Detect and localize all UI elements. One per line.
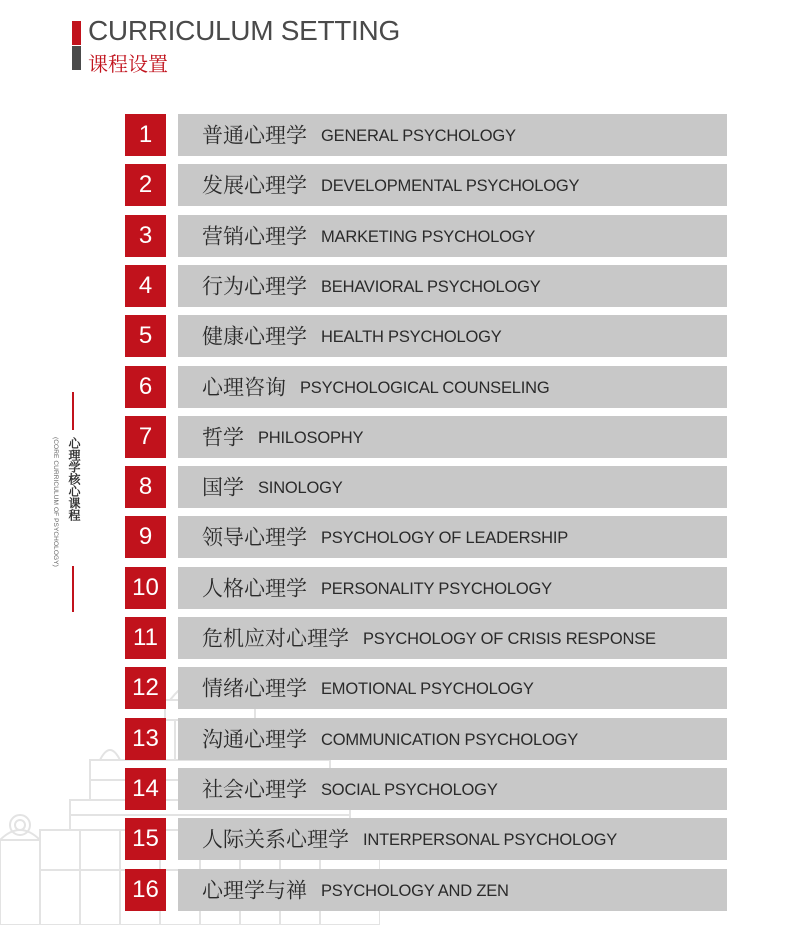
page-title-chinese: 课程设置 bbox=[88, 52, 168, 76]
course-name-english: PSYCHOLOGY OF CRISIS RESPONSE bbox=[363, 629, 656, 648]
side-label-chinese: 心理学核心课程 bbox=[67, 437, 81, 521]
course-row bbox=[125, 617, 727, 659]
course-name-chinese: 心理学与禅 bbox=[202, 878, 307, 903]
course-row bbox=[125, 215, 727, 257]
course-row bbox=[125, 516, 727, 558]
side-label-english: (CORE CURRICULUM OF PSYCHOLOGY) bbox=[52, 437, 59, 567]
course-number: 1 bbox=[125, 114, 166, 156]
course-row bbox=[125, 818, 727, 860]
course-name-english: DEVELOPMENTAL PSYCHOLOGY bbox=[321, 176, 580, 195]
course-row bbox=[125, 164, 727, 206]
course-name-bar bbox=[178, 768, 727, 810]
side-label-line-bottom bbox=[72, 566, 74, 612]
course-name-english: EMOTIONAL PSYCHOLOGY bbox=[321, 679, 534, 698]
course-name-chinese: 发展心理学 bbox=[202, 173, 307, 198]
course-name-chinese: 社会心理学 bbox=[202, 777, 307, 802]
course-name-bar bbox=[178, 818, 727, 860]
course-name-english: MARKETING PSYCHOLOGY bbox=[321, 227, 536, 246]
course-name-english: GENERAL PSYCHOLOGY bbox=[321, 126, 516, 145]
course-name-chinese: 人格心理学 bbox=[202, 576, 307, 601]
course-name-chinese: 心理咨询 bbox=[202, 375, 286, 400]
course-row bbox=[125, 315, 727, 357]
course-name-english: SOCIAL PSYCHOLOGY bbox=[321, 780, 498, 799]
course-row bbox=[125, 265, 727, 307]
course-name-english: BEHAVIORAL PSYCHOLOGY bbox=[321, 277, 541, 296]
course-number: 16 bbox=[125, 869, 166, 911]
course-row bbox=[125, 567, 727, 609]
course-name-chinese: 行为心理学 bbox=[202, 274, 307, 299]
course-number: 2 bbox=[125, 164, 166, 206]
course-number: 13 bbox=[125, 718, 166, 760]
course-row bbox=[125, 416, 727, 458]
header-accent-bar bbox=[72, 21, 81, 45]
course-name-bar bbox=[178, 366, 727, 408]
course-name-chinese: 营销心理学 bbox=[202, 224, 307, 249]
course-number: 3 bbox=[125, 215, 166, 257]
course-number: 6 bbox=[125, 366, 166, 408]
course-name-chinese: 国学 bbox=[202, 475, 244, 500]
course-row bbox=[125, 114, 727, 156]
course-number: 7 bbox=[125, 416, 166, 458]
course-name-bar bbox=[178, 617, 727, 659]
course-name-bar bbox=[178, 466, 727, 508]
course-number: 12 bbox=[125, 667, 166, 709]
course-name-bar bbox=[178, 114, 727, 156]
course-name-bar bbox=[178, 869, 727, 911]
course-name-bar bbox=[178, 315, 727, 357]
course-name-english: SINOLOGY bbox=[258, 478, 343, 497]
course-name-english: PSYCHOLOGY OF LEADERSHIP bbox=[321, 528, 569, 547]
course-name-chinese: 沟通心理学 bbox=[202, 727, 307, 752]
course-name-english: COMMUNICATION PSYCHOLOGY bbox=[321, 730, 579, 749]
course-name-bar bbox=[178, 667, 727, 709]
course-name-chinese: 人际关系心理学 bbox=[202, 827, 349, 852]
course-number: 10 bbox=[125, 567, 166, 609]
course-name-english: PSYCHOLOGY AND ZEN bbox=[321, 881, 509, 900]
course-name-bar bbox=[178, 516, 727, 558]
course-name-english: PHILOSOPHY bbox=[258, 428, 364, 447]
course-name-chinese: 普通心理学 bbox=[202, 123, 307, 148]
course-name-chinese: 哲学 bbox=[202, 425, 244, 450]
course-row bbox=[125, 768, 727, 810]
header-secondary-bar bbox=[72, 46, 81, 70]
course-name-english: INTERPERSONAL PSYCHOLOGY bbox=[363, 830, 618, 849]
course-name-english: HEALTH PSYCHOLOGY bbox=[321, 327, 502, 346]
course-name-english: PSYCHOLOGICAL COUNSELING bbox=[300, 378, 550, 397]
course-name-bar bbox=[178, 416, 727, 458]
course-row bbox=[125, 366, 727, 408]
course-number: 14 bbox=[125, 768, 166, 810]
course-name-chinese: 健康心理学 bbox=[202, 324, 307, 349]
course-number: 9 bbox=[125, 516, 166, 558]
page-title-english: CURRICULUM SETTING bbox=[88, 15, 400, 46]
course-number: 5 bbox=[125, 315, 166, 357]
course-number: 11 bbox=[125, 617, 166, 659]
course-row bbox=[125, 667, 727, 709]
course-row bbox=[125, 718, 727, 760]
course-name-bar bbox=[178, 265, 727, 307]
course-name-bar bbox=[178, 718, 727, 760]
course-name-chinese: 情绪心理学 bbox=[202, 676, 307, 701]
course-row bbox=[125, 466, 727, 508]
course-number: 8 bbox=[125, 466, 166, 508]
course-name-chinese: 领导心理学 bbox=[202, 525, 307, 550]
side-label-line-top bbox=[72, 392, 74, 430]
course-name-bar bbox=[178, 567, 727, 609]
course-name-bar bbox=[178, 164, 727, 206]
course-row bbox=[125, 869, 727, 911]
course-name-bar bbox=[178, 215, 727, 257]
course-number: 15 bbox=[125, 818, 166, 860]
course-name-chinese: 危机应对心理学 bbox=[202, 626, 349, 651]
course-number: 4 bbox=[125, 265, 166, 307]
course-name-english: PERSONALITY PSYCHOLOGY bbox=[321, 579, 552, 598]
